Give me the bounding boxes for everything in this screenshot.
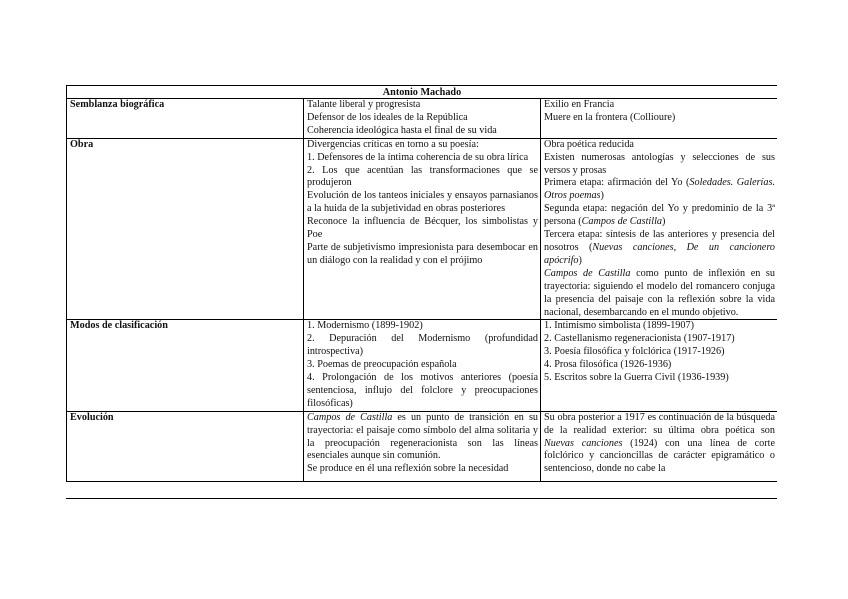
document-page bbox=[66, 85, 777, 499]
cell-line: Primera etapa: afirmación del Yo (Soledades. Galerías. Otros poemas) bbox=[544, 177, 775, 202]
cell-line: Talante liberal y progresista bbox=[307, 99, 421, 110]
cell bbox=[304, 411, 541, 481]
cell-line: Segunda etapa: negación del Yo y predominio de la 3ª persona (Campos de Castilla) bbox=[544, 203, 775, 228]
cell-line: 4. Prosa filosófica (1926-1936) bbox=[544, 359, 672, 371]
cell-line: Obra poética reducida bbox=[544, 138, 634, 150]
cell-line: 2. Depuración del Modernismo (profundidad introspectiva) bbox=[307, 333, 538, 358]
cell-line: Coherencia ideológica hasta el final de su vida bbox=[307, 124, 497, 136]
cell-line: Reconoce la influencia de Bécquer, los simbolistas y Poe bbox=[307, 216, 538, 241]
cell-line: Divergencias críticas en torno a su poesía: bbox=[307, 138, 479, 150]
cell bbox=[304, 99, 541, 139]
row-label: Obra bbox=[67, 138, 304, 320]
cell-line: 2. Castellanismo regeneracionista (1907-1917) bbox=[544, 333, 735, 345]
cell-line: Defensor de los ideales de la República bbox=[307, 111, 468, 123]
cell-line: Muere en la frontera (Collioure) bbox=[544, 111, 676, 123]
table-row bbox=[67, 99, 778, 139]
table-row bbox=[67, 138, 778, 320]
table-title-row bbox=[67, 86, 778, 99]
cell-line: 3. Poemas de preocupación española bbox=[307, 359, 457, 371]
cell-line: Campos de Castilla es un punto de transición en su trayectoria: el paisaje como símbolo del alma solitaria y la preocupación regeneracionista son las líneas esenciales aunque sin comunión. bbox=[307, 411, 538, 462]
cell-line: Campos de Castilla como punto de inflexión en su trayectoria: siguiendo el modelo del romancero conjuga la presencia del paisaje con la reflexión sobre la vida nacional, desembarcando en el mundo objetivo. bbox=[544, 267, 775, 318]
cell-line: Evolución de los tanteos iniciales y ensayos parnasianos a la huida de la subjetividad en obras posteriores bbox=[307, 190, 538, 215]
cell-line: Se produce en él una reflexión sobre la necesidad bbox=[307, 463, 509, 475]
cell bbox=[304, 320, 541, 411]
row-label: Evolución bbox=[67, 411, 304, 481]
cell-line: 5. Escritos sobre la Guerra Civil (1936-1939) bbox=[544, 372, 729, 384]
summary-table bbox=[66, 85, 777, 482]
cell-line: 2. Los que acentúan las transformaciones que se produjeron bbox=[307, 164, 538, 189]
cell bbox=[541, 320, 778, 411]
cell-line: Existen numerosas antologías y selecciones de sus versos y prosas bbox=[544, 151, 775, 176]
row-label: Modos de clasificación bbox=[67, 320, 304, 411]
cell-line: 4. Prolongación de los motivos anteriores (poesía sentenciosa, influjo del folclore y preocupaciones filosóficas) bbox=[307, 372, 538, 409]
cell-line: 3. Poesía filosófica y folclórica (1917-1926) bbox=[544, 346, 725, 358]
cell-line: Parte de subjetivismo impresionista para desembocar en un diálogo con la realidad y con el prójimo bbox=[307, 241, 538, 266]
cell bbox=[304, 138, 541, 320]
cell bbox=[541, 99, 778, 139]
table-title: Antonio Machado bbox=[67, 86, 778, 99]
cell-line: 1. Modernismo (1899-1902) bbox=[307, 320, 423, 332]
cell-line: 1. Intimismo simbolista (1899-1907) bbox=[544, 320, 694, 332]
cell-line: Exilio en Francia bbox=[544, 99, 615, 110]
cell-line: Su obra posterior a 1917 es continuación de la búsqueda de la realidad exterior: su última obra poética son Nuevas canciones (1924) con una línea de corte folclórico y cancioncillas de carácter epigramático o sentencioso, donde no cabe la bbox=[544, 411, 775, 475]
table-row bbox=[67, 320, 778, 411]
cell-line: 1. Defensores de la íntima coherencia de su obra lírica bbox=[307, 151, 529, 163]
cell bbox=[541, 138, 778, 320]
table-row bbox=[67, 411, 778, 481]
row-label: Semblanza biográfica bbox=[67, 99, 304, 139]
cell-line: Tercera etapa: síntesis de las anteriores y presencia del nosotros (Nuevas canciones, De un cancionero apócrifo) bbox=[544, 229, 776, 266]
cell bbox=[541, 411, 778, 481]
